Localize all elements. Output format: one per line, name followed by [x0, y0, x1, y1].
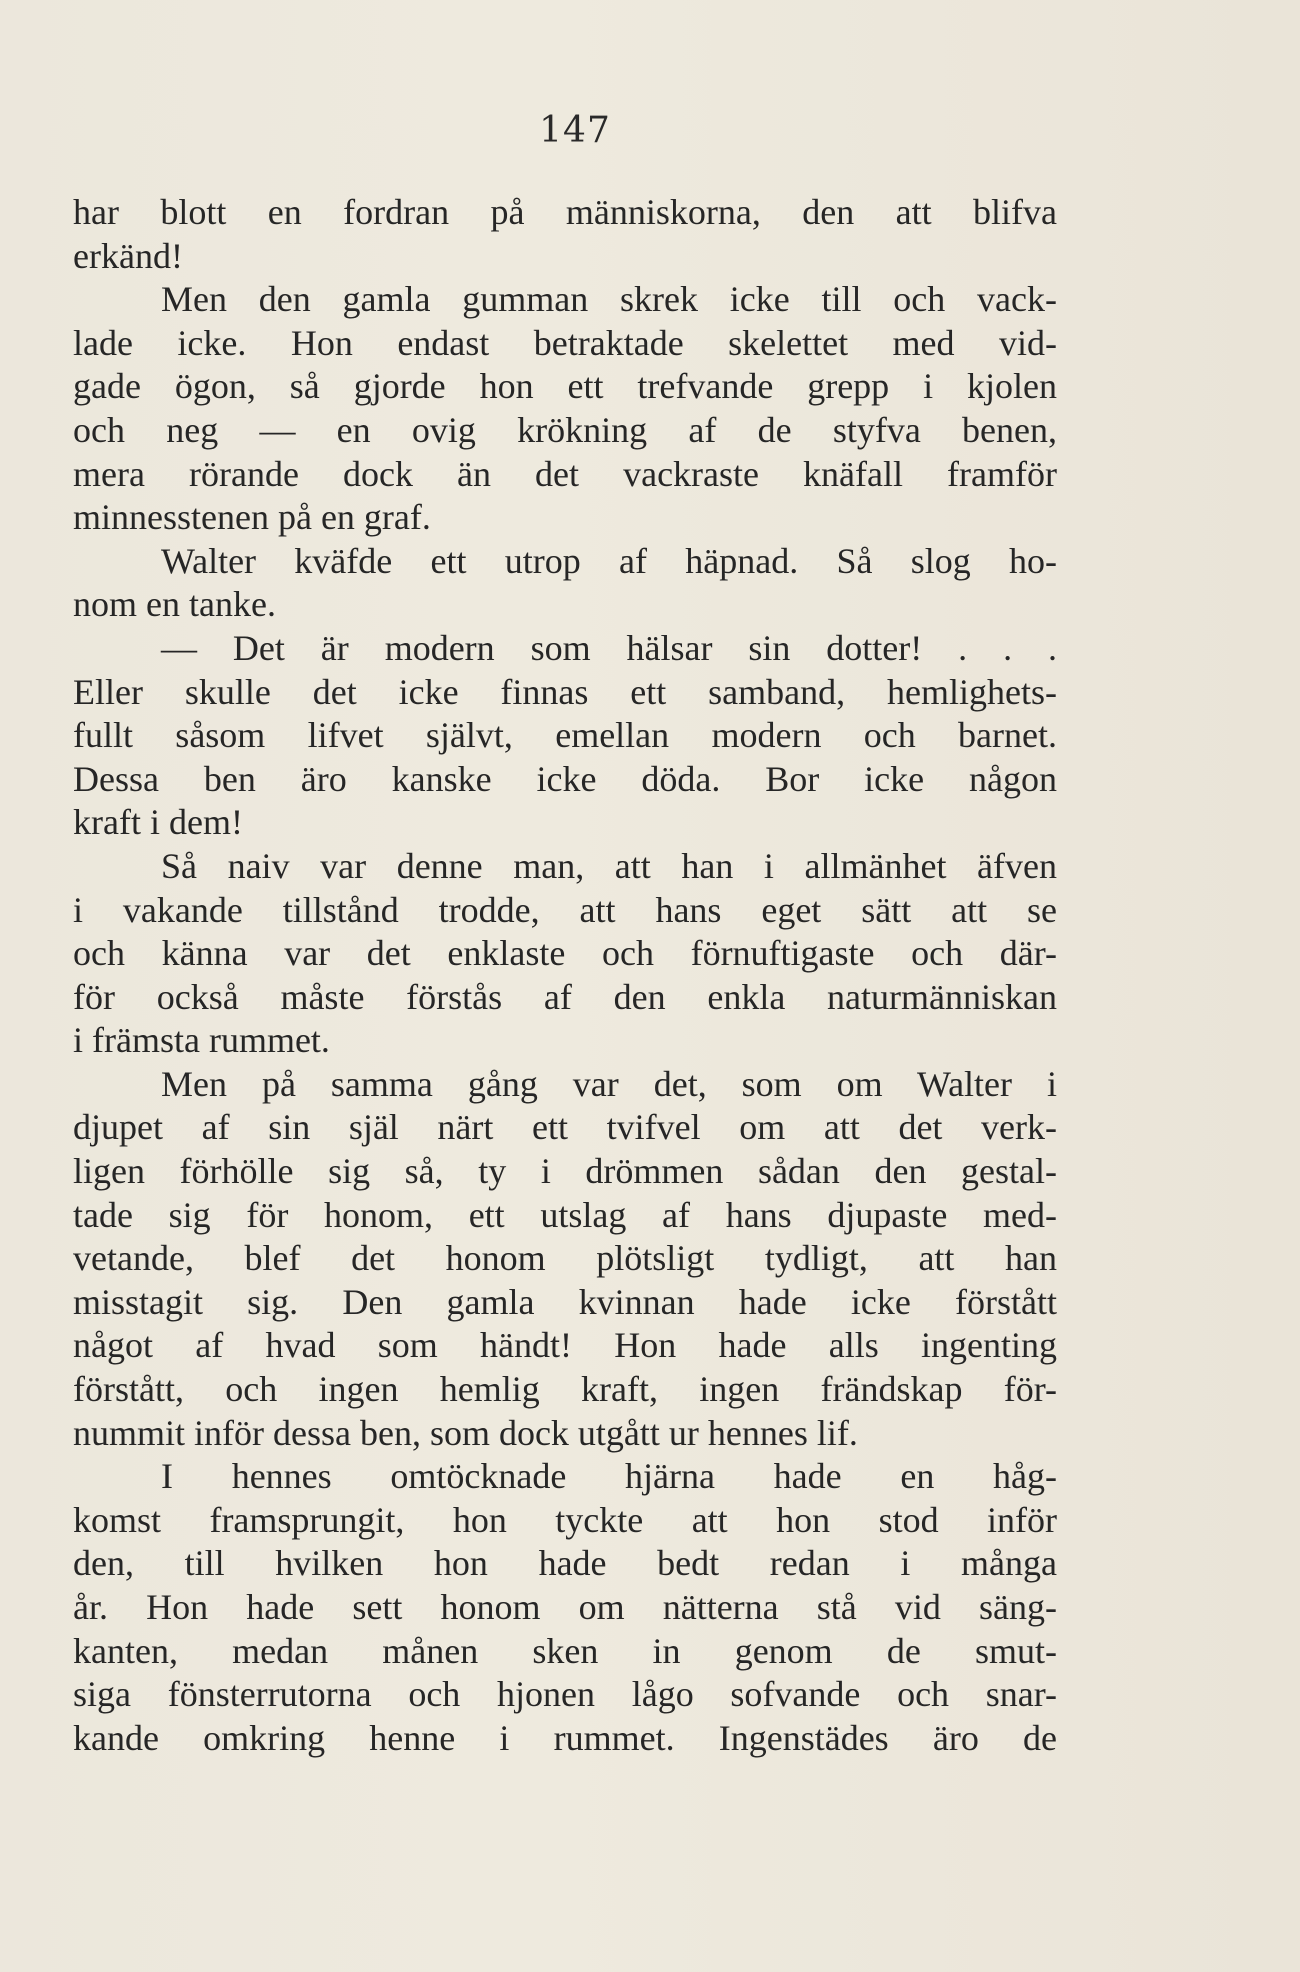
text-line: i vakande tillstånd trodde, att hans eget sätt att se: [73, 889, 1057, 930]
text-line: Dessa ben äro kanske icke döda. Bor icke någon: [73, 758, 1057, 799]
text-line: ligen förhölle sig så, ty i drömmen sådan den gestal-: [73, 1151, 1057, 1192]
text-line: lade icke. Hon endast betraktade skelettet med vid-: [73, 322, 1057, 363]
text-line: något af hvad som händt! Hon hade alls ingenting: [73, 1325, 1057, 1366]
text-line: Så naiv var denne man, att han i allmänhet äfven: [161, 845, 1057, 886]
text-line: förstått, och ingen hemlig kraft, ingen frändskap för-: [73, 1369, 1057, 1410]
text-line: gade ögon, så gjorde hon ett trefvande grepp i kjolen: [73, 366, 1057, 407]
text-line: Walter kväfde ett utrop af häpnad. Så slog ho-: [161, 540, 1057, 581]
text-line: siga fönsterrutorna och hjonen lågo sofvande och snar-: [73, 1674, 1057, 1715]
text-line: för också måste förstås af den enkla naturmänniskan: [73, 976, 1057, 1017]
text-line: den, till hvilken hon hade bedt redan i många: [73, 1543, 1057, 1584]
text-line: vetande, blef det honom plötsligt tydligt, att han: [73, 1238, 1057, 1279]
text-line: erkänd!: [73, 235, 183, 276]
body-text: [73, 191, 1057, 1760]
text-line: minnesstenen på en graf.: [73, 497, 431, 538]
text-line: kande omkring henne i rummet. Ingenstädes äro de: [73, 1717, 1057, 1758]
text-line: djupet af sin själ närt ett tvifvel om att det verk-: [73, 1107, 1057, 1148]
text-line: mera rörande dock än det vackraste knäfall framför: [73, 453, 1057, 494]
text-line: — Det är modern som hälsar sin dotter! . . .: [161, 627, 1057, 668]
text-line: kraft i dem!: [73, 802, 243, 843]
text-line: år. Hon hade sett honom om nätterna stå vid säng-: [73, 1587, 1057, 1627]
text-line: Men på samma gång var det, som om Walter i: [161, 1063, 1057, 1104]
text-line: komst framsprungit, hon tyckte att hon stod inför: [73, 1499, 1057, 1540]
text-line: nom en tanke.: [73, 584, 276, 625]
text-line: har blott en fordran på människorna, den att blifva: [73, 192, 1057, 232]
text-line: Eller skulle det icke finnas ett samband, hemlighets-: [73, 671, 1057, 712]
text-line: I hennes omtöcknade hjärna hade en håg-: [161, 1456, 1057, 1497]
text-line: i främsta rummet.: [73, 1020, 330, 1061]
text-line: kanten, medan månen sken in genom de smut-: [73, 1630, 1057, 1671]
page-number: 147: [539, 110, 611, 151]
text-line: nummit inför dessa ben, som dock utgått ur hennes lif.: [73, 1412, 858, 1453]
text-line: fullt såsom lifvet självt, emellan modern och barnet.: [73, 715, 1057, 756]
text-line: misstagit sig. Den gamla kvinnan hade icke förstått: [73, 1281, 1057, 1322]
text-line: och neg — en ovig krökning af de styfva benen,: [73, 409, 1057, 450]
text-line: och känna var det enklaste och förnuftigaste och där-: [73, 933, 1057, 974]
text-line: tade sig för honom, ett utslag af hans djupaste med-: [73, 1194, 1057, 1235]
text-line: Men den gamla gumman skrek icke till och vack-: [161, 279, 1057, 320]
